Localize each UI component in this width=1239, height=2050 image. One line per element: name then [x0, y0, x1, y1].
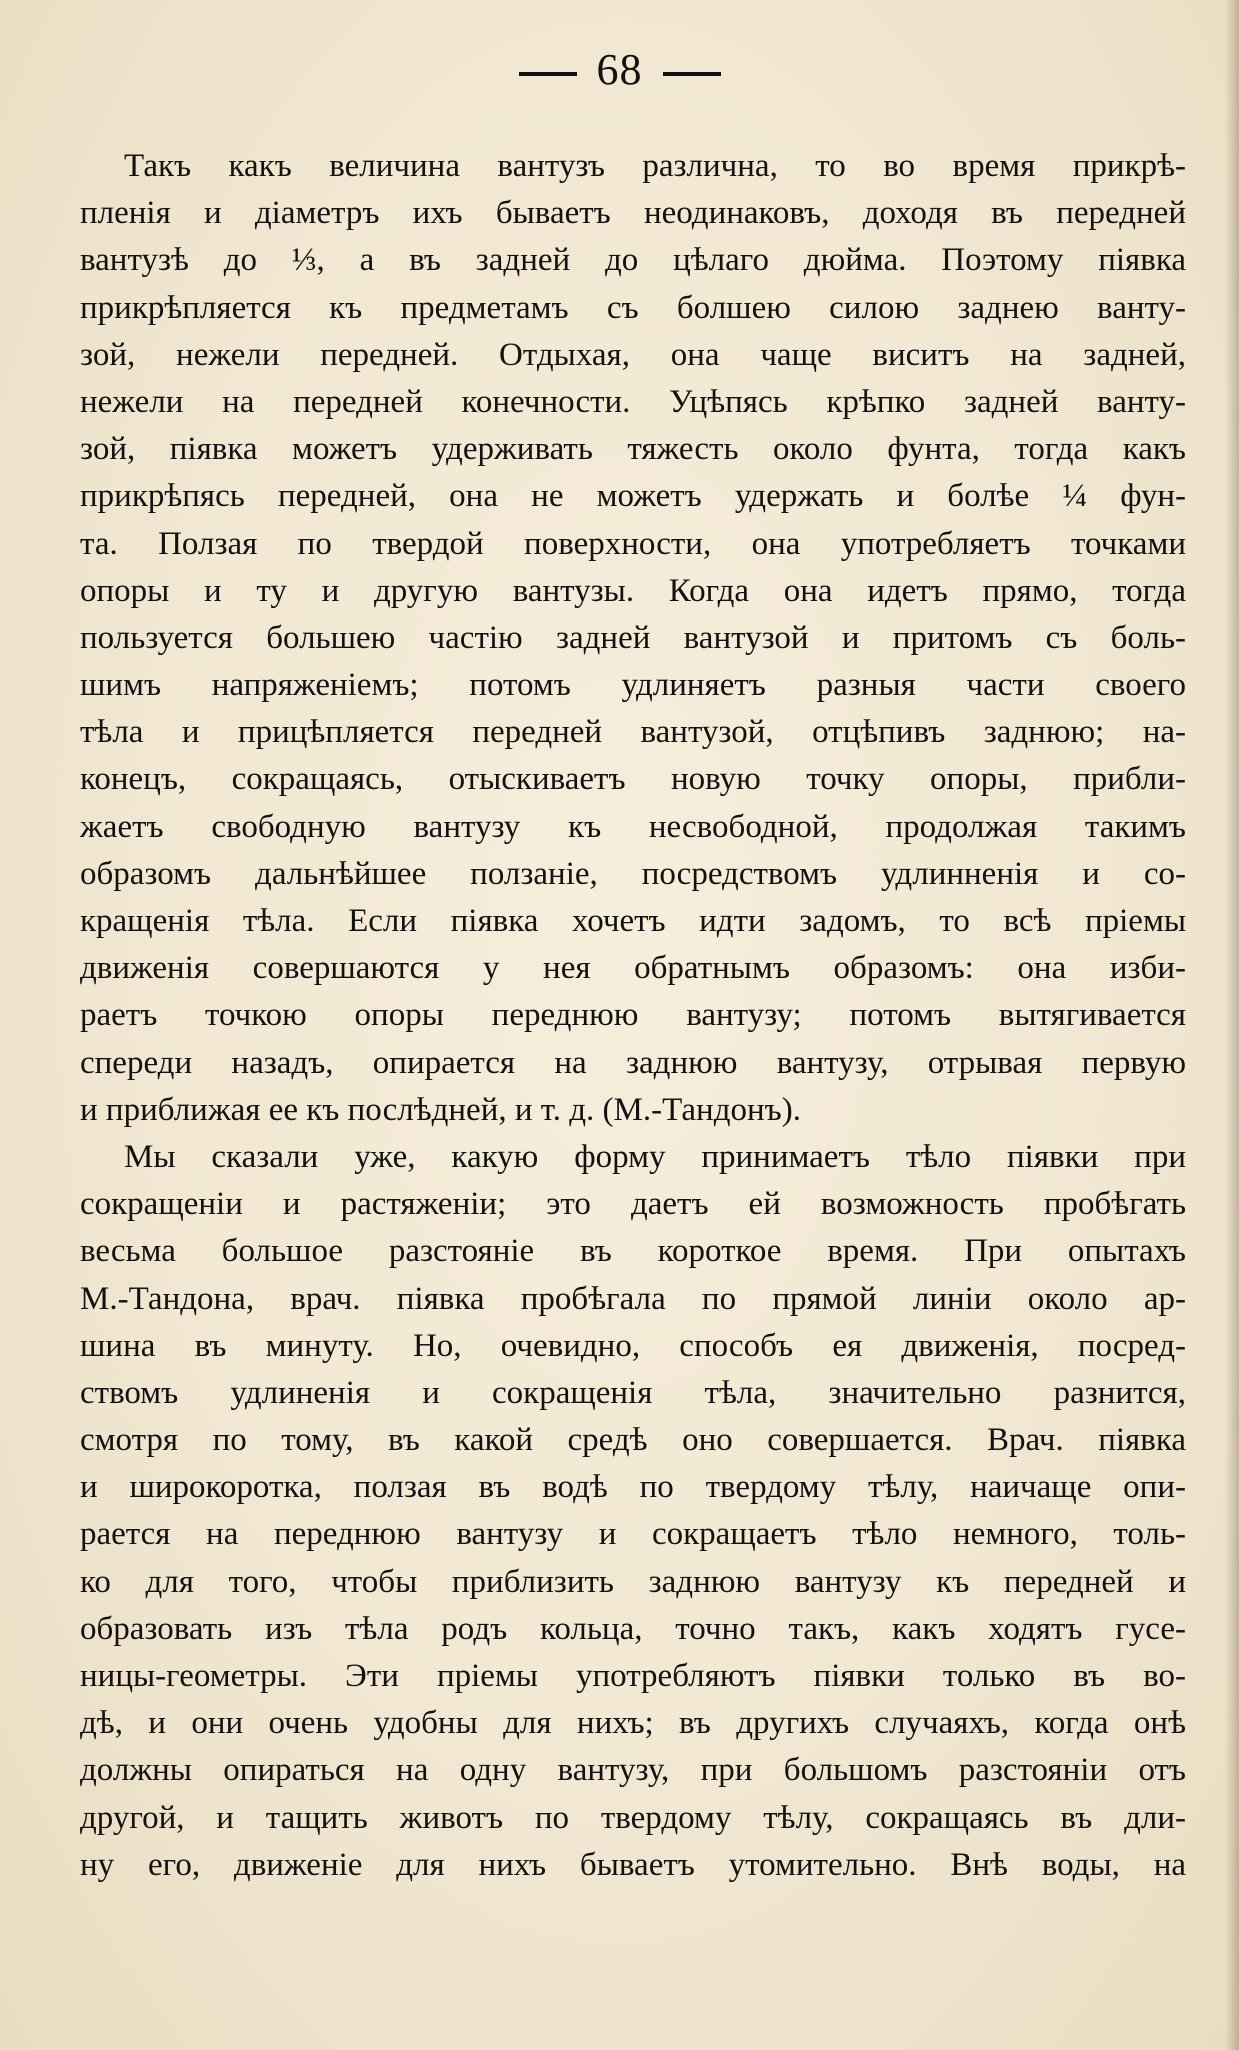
- text-line: пленія и діаметръ ихъ бываетъ неодинаковъ, доходя въ передней: [80, 195, 1186, 232]
- text-line: дѣ, и они очень удобны для нихъ; въ другихъ случаяхъ, когда онѣ: [80, 1705, 1186, 1742]
- text-line: зой, нежели передней. Отдыхая, она чаще виситъ на задней,: [80, 336, 1186, 373]
- text-line: жаетъ свободную вантузу къ несвободной, продолжая такимъ: [80, 808, 1186, 845]
- right-dash: [663, 72, 721, 76]
- text-line: другой, и тащить животъ по твердому тѣлу, сокращаясь въ дли-: [80, 1799, 1186, 1836]
- body-text: [80, 143, 1186, 1889]
- text-line: и широкоротка, ползая въ водѣ по твердому тѣлу, наичаще опи-: [80, 1469, 1186, 1506]
- text-line: прикрѣпляется къ предметамъ съ болшею силою заднею ванту-: [80, 289, 1186, 326]
- text-line: спереди назадъ, опирается на заднюю вантузу, отрывая первую: [80, 1044, 1186, 1081]
- text-line: Такъ какъ величина вантузъ различна, то во время прикрѣ-: [124, 148, 1186, 184]
- text-line: образовать изъ тѣла родъ кольца, точно такъ, какъ ходятъ гусе-: [80, 1610, 1186, 1647]
- text-line: тѣла и прицѣпляется передней вантузой, отцѣпивъ заднюю; на-: [80, 714, 1186, 751]
- text-line: зой, піявка можетъ удерживать тяжесть около фунта, тогда какъ: [80, 431, 1186, 468]
- text-line: ко для того, чтобы приблизить заднюю вантузу къ передней и: [80, 1563, 1186, 1600]
- page-edge-shadow: [1225, 0, 1239, 2050]
- text-line: должны опираться на одну вантузу, при большомъ разстояніи отъ: [80, 1752, 1186, 1789]
- text-line: Мы сказали уже, какую форму принимаетъ тѣло піявки при: [124, 1138, 1186, 1175]
- text-line: рается на переднюю вантузу и сокращаетъ тѣло немного, толь-: [80, 1516, 1186, 1553]
- text-line: ствомъ удлиненія и сокращенія тѣла, значительно разнится,: [80, 1374, 1186, 1411]
- text-line: и приближая ее къ послѣдней, и т. д. (М.-Тандонъ).: [80, 1091, 801, 1128]
- page-number: 68: [596, 45, 643, 94]
- text-line: конецъ, сокращаясь, отыскиваетъ новую точку опоры, прибли-: [80, 761, 1186, 798]
- text-line: шина въ минуту. Но, очевидно, способъ ея движенія, посред-: [80, 1327, 1186, 1364]
- text-line: та. Ползая по твердой поверхности, она употребляетъ точками: [80, 525, 1186, 562]
- text-line: раетъ точкою опоры переднюю вантузу; потомъ вытягивается: [80, 997, 1186, 1034]
- text-line: движенія совершаются у нея обратнымъ образомъ: она изби-: [80, 950, 1186, 987]
- left-dash: [519, 72, 577, 76]
- text-line: М.-Тандона, врач. піявка пробѣгала по прямой линіи около ар-: [80, 1280, 1186, 1317]
- text-line: ну его, движеніе для нихъ бываетъ утомительно. Внѣ воды, на: [80, 1846, 1186, 1883]
- text-line: кращенія тѣла. Если піявка хочетъ идти задомъ, то всѣ пріемы: [80, 903, 1186, 939]
- text-line: сокращеніи и растяженіи; это даетъ ей возможность пробѣгать: [80, 1186, 1186, 1223]
- text-line: ницы-геометры. Эти пріемы употребляютъ піявки только въ во-: [80, 1658, 1186, 1694]
- text-line: вантузѣ до ⅓, а въ задней до цѣлаго дюйма. Поэтому піявка: [80, 242, 1186, 279]
- text-line: опоры и ту и другую вантузы. Когда она идетъ прямо, тогда: [80, 572, 1186, 609]
- text-line: нежели на передней конечности. Уцѣпясь крѣпко задней ванту-: [80, 383, 1186, 420]
- text-line: шимъ напряженіемъ; потомъ удлиняетъ разныя части своего: [80, 667, 1186, 704]
- text-line: прикрѣпясь передней, она не можетъ удержать и болѣе ¼ фун-: [80, 478, 1186, 515]
- page-number-header: [0, 42, 1239, 98]
- text-line: весьма большое разстояніе въ короткое время. При опытахъ: [80, 1233, 1186, 1270]
- text-line: образомъ дальнѣйшее ползаніе, посредствомъ удлинненія и со-: [80, 855, 1186, 892]
- text-line: пользуется большею частію задней вантузой и притомъ съ боль-: [80, 619, 1186, 656]
- text-line: смотря по тому, въ какой средѣ оно совершается. Врач. піявка: [80, 1422, 1186, 1459]
